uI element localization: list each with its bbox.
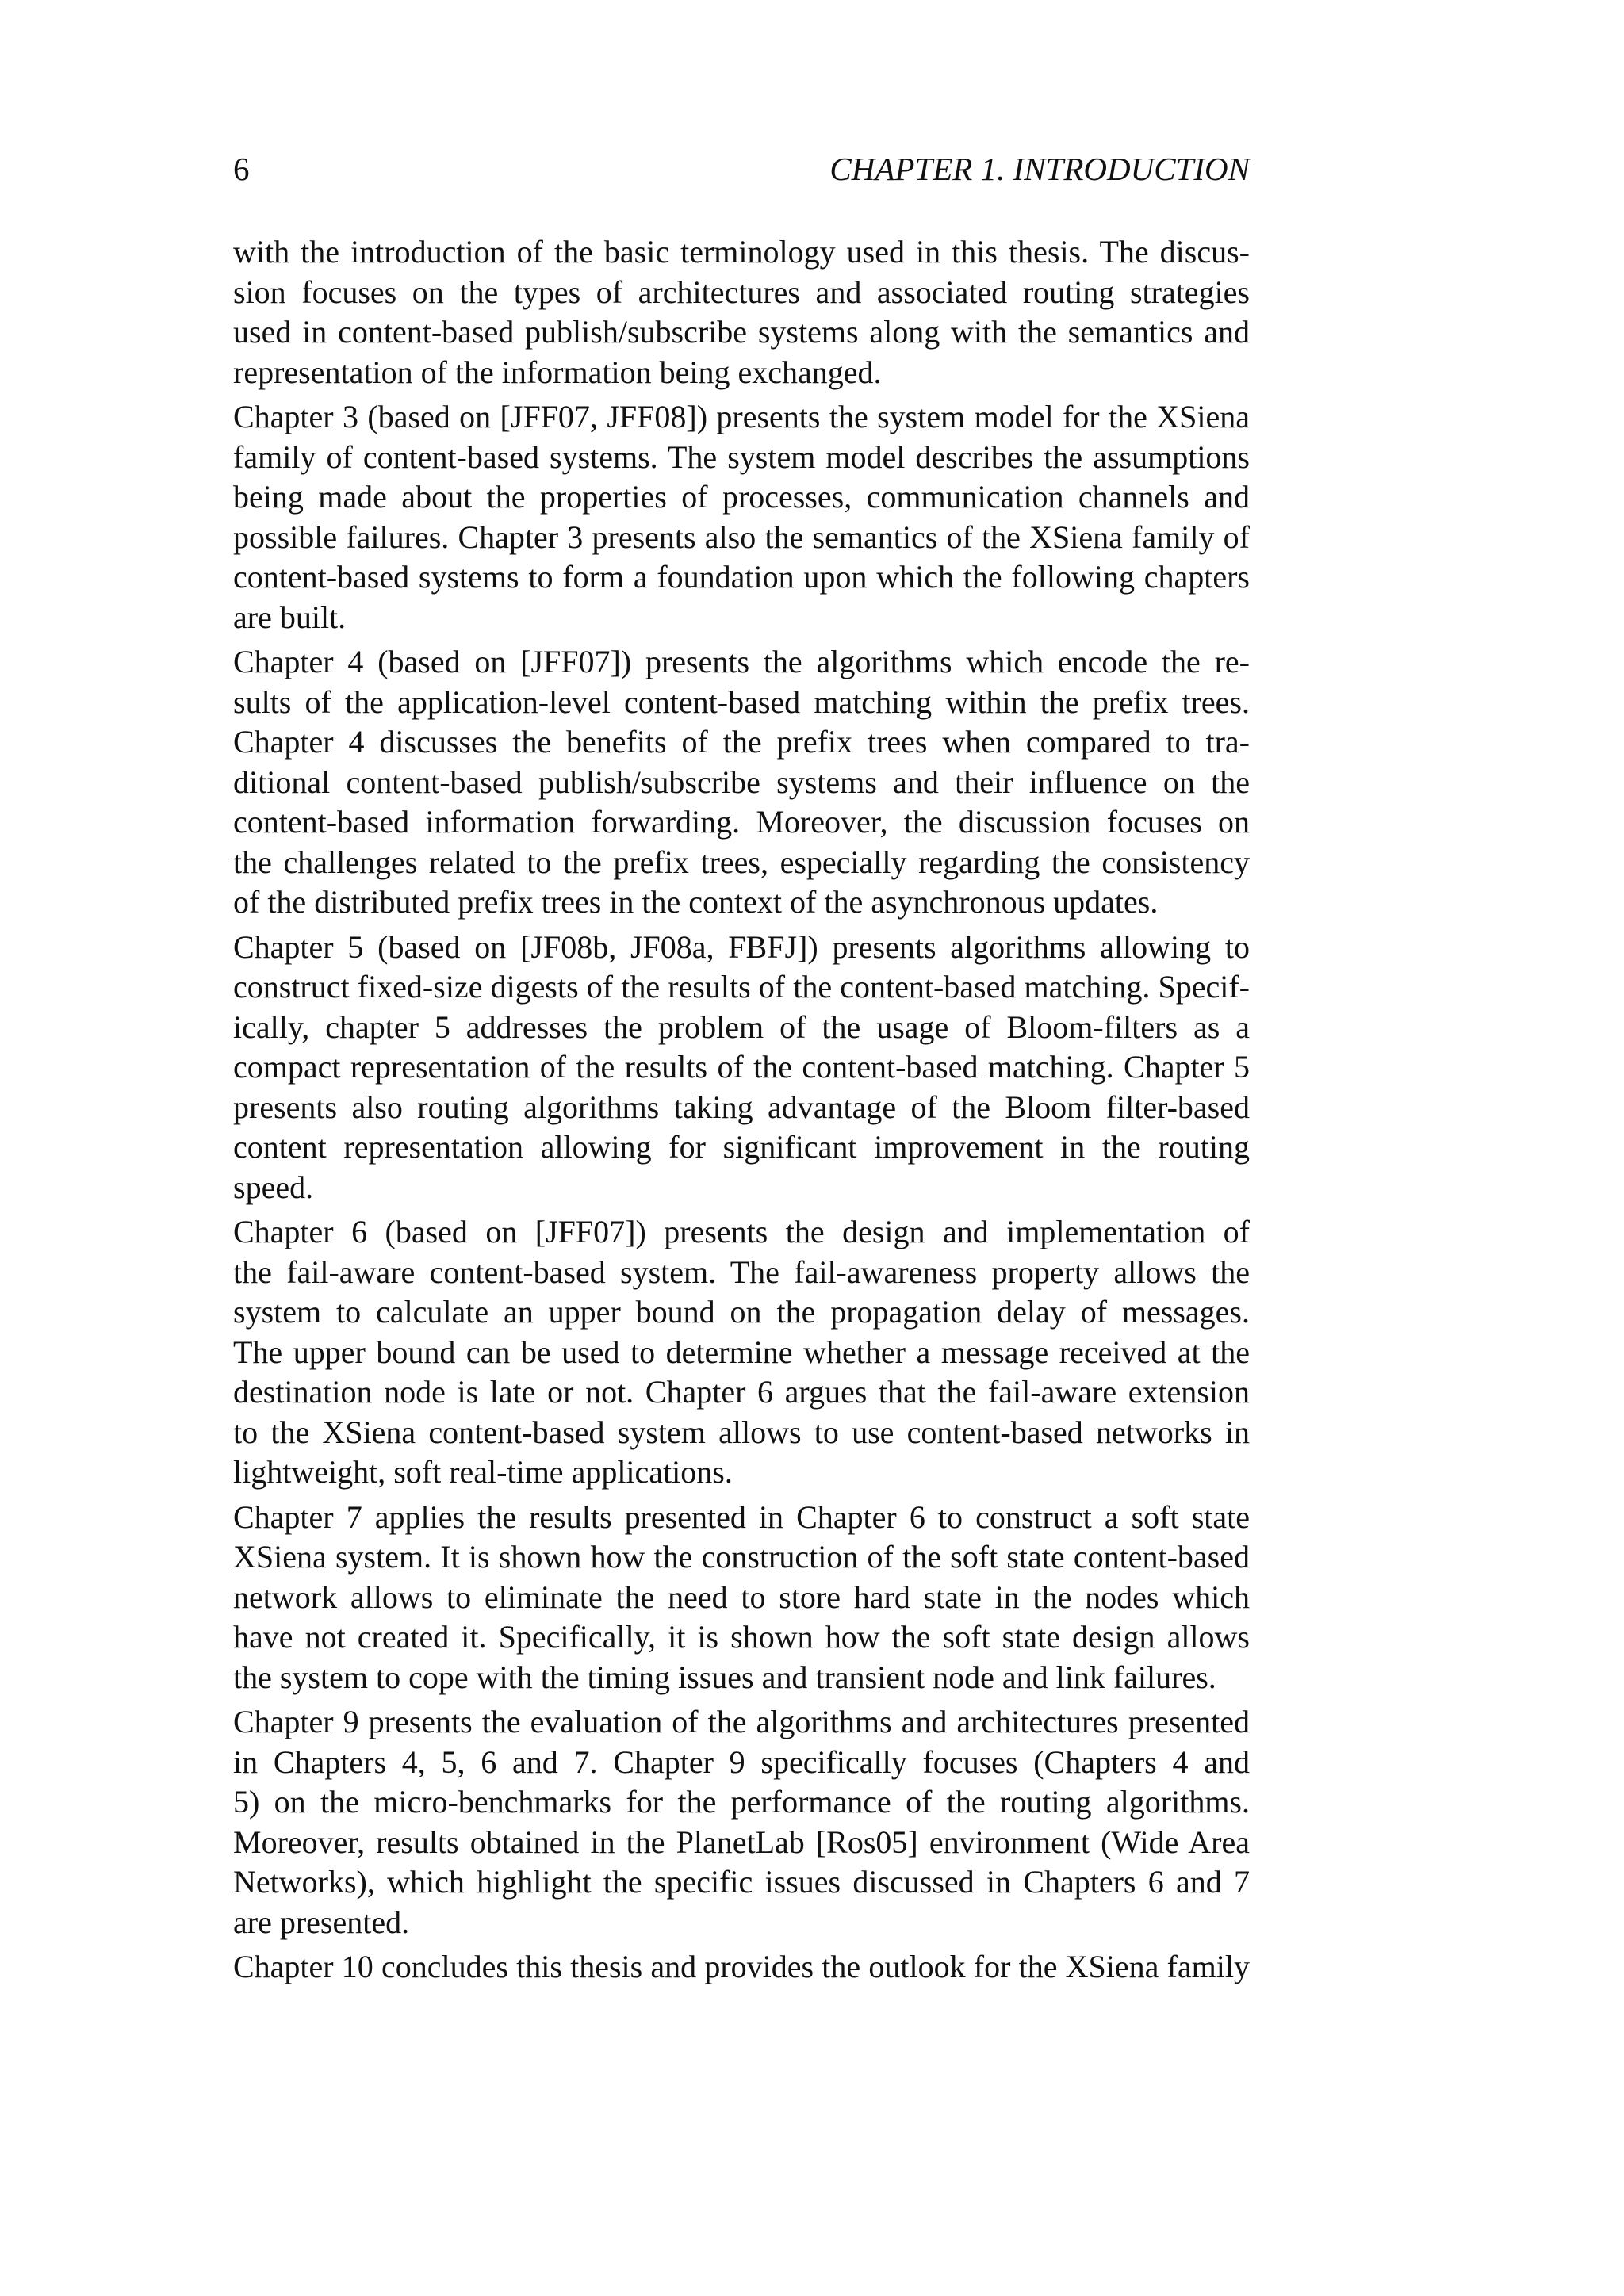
text-line: sion focuses on the types of architectures and associated routing strategies <box>233 274 1250 310</box>
paragraph-chapter-9 <box>233 1702 1250 1942</box>
paragraph-chapter-7 <box>233 1498 1250 1698</box>
text-line: construct fixed-size digests of the results of the content-based matching. Specif- <box>233 969 1250 1004</box>
text-line: in Chapters 4, 5, 6 and 7. Chapter 9 specifically focuses (Chapters 4 and <box>233 1743 1250 1780</box>
page-number: 6 <box>233 151 250 187</box>
text-line: The upper bound can be used to determine whether a message received at the <box>233 1334 1250 1370</box>
text-line: ically, chapter 5 addresses the problem of the usage of Bloom-filters as a <box>233 1008 1250 1045</box>
text-line: family of content-based systems. The system model describes the assumptions <box>233 438 1250 475</box>
text-line: Chapter 5 (based on [JF08b, JF08a, FBFJ]) presents algorithms allowing to <box>233 928 1250 965</box>
text-line: the system to cope with the timing issues and transient node and link failures. <box>233 1659 1216 1695</box>
text-line: used in content-based publish/subscribe systems along with the semantics and <box>233 314 1250 350</box>
text-line: lightweight, soft real-time applications. <box>233 1454 733 1490</box>
text-line: to the XSiena content-based system allows to use content-based networks in <box>233 1414 1250 1450</box>
text-line: have not created it. Specifically, it is shown how the soft state design allows <box>233 1619 1250 1655</box>
text-line: Networks), which highlight the specific issues discussed in Chapters 6 and 7 <box>233 1864 1250 1900</box>
text-line: are presented. <box>233 1904 410 1940</box>
text-line: with the introduction of the basic terminology used in this thesis. The discus- <box>233 234 1250 270</box>
text-line: content representation allowing for significant improvement in the routing <box>233 1129 1250 1165</box>
text-line: are built. <box>233 599 347 635</box>
text-line: of the distributed prefix trees in the context of the asynchronous updates. <box>233 884 1159 920</box>
text-line: Chapter 4 discusses the benefits of the prefix trees when compared to tra- <box>233 724 1250 760</box>
text-line: content-based systems to form a foundation upon which the following chapters <box>233 559 1250 595</box>
text-line: Chapter 10 concludes this thesis and provides the outlook for the XSiena family <box>233 1949 1250 1984</box>
text-line: being made about the properties of processes, communication channels and <box>233 479 1250 515</box>
text-line: system to calculate an upper bound on the propagation delay of messages. <box>233 1294 1250 1330</box>
text-line: Chapter 4 (based on [JFF07]) presents the algorithms which encode the re- <box>233 644 1250 679</box>
text-line: Chapter 3 (based on [JFF07, JFF08]) presents the system model for the XSiena <box>233 399 1250 434</box>
running-header <box>233 141 1250 197</box>
paragraph-chapter-5 <box>233 928 1250 1208</box>
text-line: speed. <box>233 1169 314 1205</box>
text-line: ditional content-based publish/subscribe systems and their influence on the <box>233 763 1250 800</box>
text-line: the fail-aware content-based system. The fail-awareness property allows the <box>233 1253 1250 1290</box>
text-line: Chapter 7 applies the results presented in Chapter 6 to construct a soft state <box>233 1498 1250 1535</box>
text-line: Chapter 6 (based on [JFF07]) presents the design and implementation of <box>233 1214 1250 1249</box>
text-line: destination node is late or not. Chapter 6 argues that the fail-aware extension <box>233 1374 1250 1410</box>
text-line: the challenges related to the prefix trees, especially regarding the consistency <box>233 844 1250 880</box>
paragraph-chapter-4 <box>233 642 1250 923</box>
paragraph-chapter-3 <box>233 397 1250 637</box>
paragraph-chapter-6 <box>233 1212 1250 1493</box>
text-line: 5) on the micro-benchmarks for the performance of the routing algorithms. <box>233 1784 1250 1820</box>
text-line: compact representation of the results of the content-based matching. Chapter 5 <box>233 1049 1250 1085</box>
paragraph-chapter-10 <box>233 1947 1250 1988</box>
text-line: content-based information forwarding. Moreover, the discussion focuses on <box>233 804 1250 840</box>
text-line: network allows to eliminate the need to store hard state in the nodes which <box>233 1578 1250 1615</box>
text-line: representation of the information being exchanged. <box>233 354 882 390</box>
text-line: presents also routing algorithms taking advantage of the Bloom filter-based <box>233 1089 1250 1125</box>
text-line: possible failures. Chapter 3 presents also the semantics of the XSiena family of <box>233 519 1250 555</box>
text-line: Moreover, results obtained in the PlanetLab [Ros05] environment (Wide Area <box>233 1823 1250 1860</box>
text-line: sults of the application-level content-based matching within the prefix trees. <box>233 683 1250 720</box>
body-text <box>233 232 1250 1992</box>
paragraph-intro-continuation <box>233 232 1250 392</box>
running-chapter-title: CHAPTER 1. INTRODUCTION <box>829 151 1250 187</box>
text-line: XSiena system. It is shown how the construction of the soft state content-based <box>233 1539 1250 1575</box>
text-line: Chapter 9 presents the evaluation of the algorithms and architectures presented <box>233 1704 1250 1739</box>
